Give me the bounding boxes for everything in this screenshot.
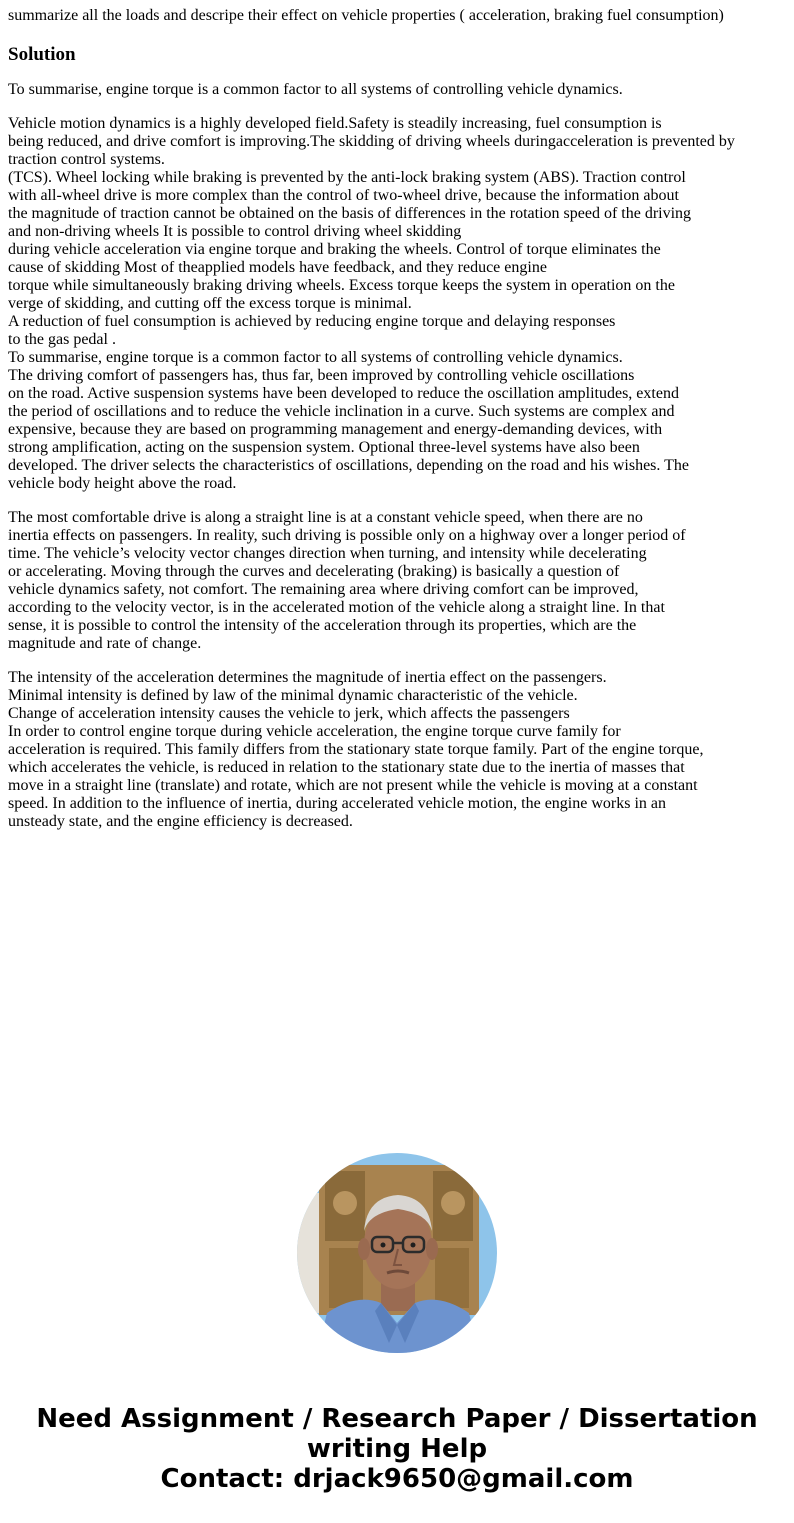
paragraph-line: verge of skidding, and cutting off the excess torque is minimal. bbox=[8, 295, 412, 312]
paragraph-line: The intensity of the acceleration determines the magnitude of inertia effect on the passengers. bbox=[8, 669, 607, 686]
paragraph-line: being reduced, and drive comfort is improving.The skidding of driving wheels duringacceleration is prevented by bbox=[8, 133, 735, 150]
document-body bbox=[8, 7, 786, 847]
paragraph-line: The most comfortable drive is along a straight line is at a constant vehicle speed, when there are no bbox=[8, 509, 643, 526]
paragraph-line: according to the velocity vector, is in the accelerated motion of the vehicle along a straight line. In that bbox=[8, 599, 665, 616]
paragraph-line: To summarise, engine torque is a common factor to all systems of controlling vehicle dynamics. bbox=[8, 349, 623, 366]
paragraph-line: The driving comfort of passengers has, thus far, been improved by controlling vehicle oscillations bbox=[8, 367, 635, 384]
paragraph-line: vehicle body height above the road. bbox=[8, 475, 237, 492]
promo-line-2: writing Help bbox=[306, 1434, 488, 1464]
paragraph-line: In order to control engine torque during vehicle acceleration, the engine torque curve family for bbox=[8, 723, 621, 740]
paragraph-line: magnitude and rate of change. bbox=[8, 635, 202, 652]
paragraph-line: traction control systems. bbox=[8, 151, 165, 168]
paragraph-line: Vehicle motion dynamics is a highly developed field.Safety is steadily increasing, fuel consumption is bbox=[8, 115, 662, 132]
paragraph-line: or accelerating. Moving through the curves and decelerating (braking) is basically a question of bbox=[8, 563, 620, 580]
paragraph-line: developed. The driver selects the characteristics of oscillations, depending on the road and his wishes. The bbox=[8, 457, 689, 474]
paragraph-line: move in a straight line (translate) and rotate, which are not present while the vehicle is moving at a constant bbox=[8, 777, 698, 794]
promo-banner bbox=[0, 1404, 794, 1494]
author-avatar bbox=[297, 1153, 497, 1353]
paragraph-3 bbox=[8, 669, 786, 831]
paragraph-line: Minimal intensity is defined by law of the minimal dynamic characteristic of the vehicle. bbox=[8, 687, 578, 704]
paragraph-line: sense, it is possible to control the intensity of the acceleration through its properties, which are the bbox=[8, 617, 637, 634]
paragraph-line: vehicle dynamics safety, not comfort. The remaining area where driving comfort can be improved, bbox=[8, 581, 639, 598]
paragraph-line: inertia effects on passengers. In reality, such driving is possible only on a highway over a longer period of bbox=[8, 527, 686, 544]
paragraph-line: torque while simultaneously braking driving wheels. Excess torque keeps the system in operation on the bbox=[8, 277, 675, 294]
paragraph-line: expensive, because they are based on programming management and energy-demanding devices, with bbox=[8, 421, 663, 438]
paragraph-line: the period of oscillations and to reduce the vehicle inclination in a curve. Such systems are complex and bbox=[8, 403, 675, 420]
paragraph-line: speed. In addition to the influence of inertia, during accelerated vehicle motion, the engine works in an bbox=[8, 795, 666, 812]
paragraph-line: (TCS). Wheel locking while braking is prevented by the anti-lock braking system (ABS). Traction control bbox=[8, 169, 686, 186]
question-text: summarize all the loads and descripe their effect on vehicle properties ( acceleration, braking fuel consumption) bbox=[8, 7, 724, 24]
paragraph-line: cause of skidding Most of theapplied models have feedback, and they reduce engine bbox=[8, 259, 547, 276]
author-photo bbox=[297, 1153, 497, 1353]
paragraph-line: and non-driving wheels It is possible to control driving wheel skidding bbox=[8, 223, 462, 240]
paragraph-1 bbox=[8, 115, 786, 493]
paragraph-line: A reduction of fuel consumption is achieved by reducing engine torque and delaying responses bbox=[8, 313, 616, 330]
intro-paragraph: To summarise, engine torque is a common factor to all systems of controlling vehicle dynamics. bbox=[8, 81, 623, 98]
paragraph-line: which accelerates the vehicle, is reduced in relation to the stationary state due to the inertia of masses that bbox=[8, 759, 685, 776]
paragraph-line: the magnitude of traction cannot be obtained on the basis of differences in the rotation speed of the driving bbox=[8, 205, 692, 222]
paragraph-line: to the gas pedal . bbox=[8, 331, 116, 348]
paragraph-line: strong amplification, acting on the suspension system. Optional three-level systems have also been bbox=[8, 439, 640, 456]
paragraph-2 bbox=[8, 509, 786, 653]
paragraph-line: acceleration is required. This family differs from the stationary state torque family. Part of the engine torque, bbox=[8, 741, 704, 758]
paragraph-line: unsteady state, and the engine efficiency is decreased. bbox=[8, 813, 353, 830]
paragraph-line: with all-wheel drive is more complex than the control of two-wheel drive, because the information about bbox=[8, 187, 679, 204]
promo-contact: Contact: drjack9650@gmail.com bbox=[160, 1464, 634, 1494]
paragraph-line: time. The vehicle’s velocity vector changes direction when turning, and intensity while decelerating bbox=[8, 545, 647, 562]
paragraph-line: during vehicle acceleration via engine torque and braking the wheels. Control of torque eliminates the bbox=[8, 241, 661, 258]
paragraph-line: on the road. Active suspension systems have been developed to reduce the oscillation amplitudes, extend bbox=[8, 385, 679, 402]
promo-line-1: Need Assignment / Research Paper / Dissertation bbox=[36, 1404, 758, 1434]
solution-heading: Solution bbox=[8, 44, 76, 65]
paragraph-line: Change of acceleration intensity causes the vehicle to jerk, which affects the passengers bbox=[8, 705, 570, 722]
